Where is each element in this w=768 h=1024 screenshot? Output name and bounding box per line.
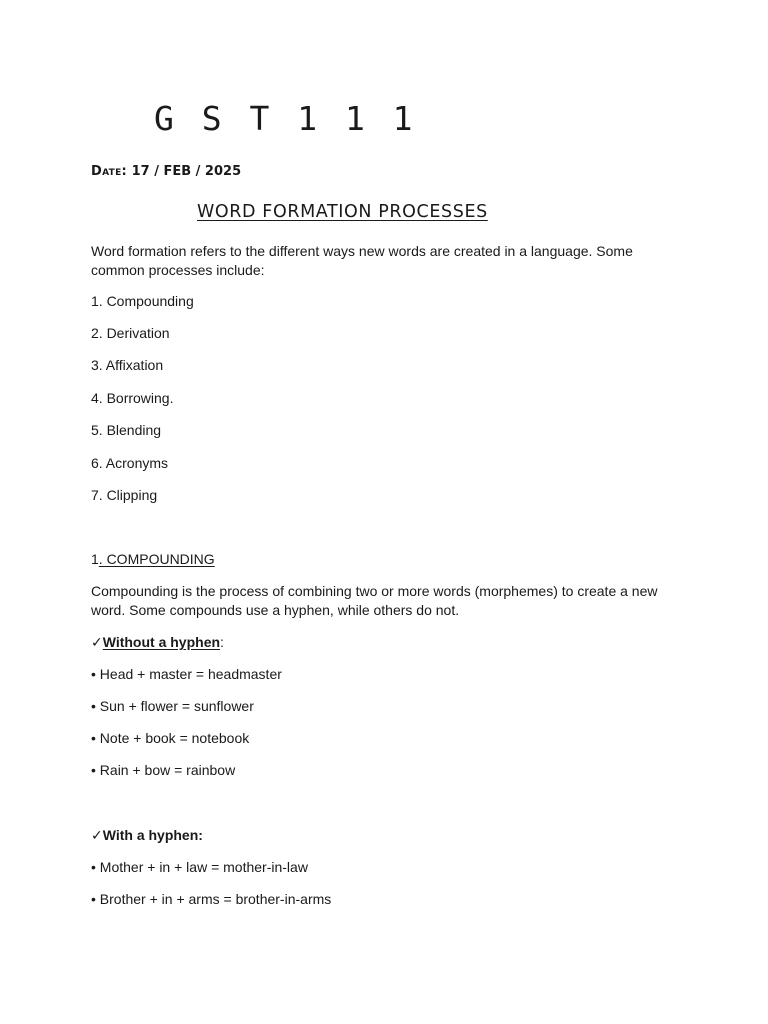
- date-value: 17 / FEB / 2025: [127, 164, 242, 179]
- date-label: Date:: [91, 164, 128, 179]
- example-item: • Note + book = notebook: [91, 730, 250, 746]
- example-item: • Head + master = headmaster: [91, 666, 282, 682]
- intro-line-1: Word formation refers to the different ways new words are created in a language. Some: [91, 243, 633, 259]
- section-heading: WORD FORMATION PROCESSES: [197, 202, 488, 222]
- check-icon: ✓: [91, 634, 103, 650]
- compounding-title: . COMPOUNDING: [98, 551, 215, 567]
- process-item: 1. Compounding: [91, 293, 194, 309]
- check-icon: ✓: [91, 827, 103, 843]
- example-item: • Sun + flower = sunflower: [91, 698, 254, 714]
- compounding-heading: [91, 550, 215, 569]
- process-item: 6. Acronyms: [91, 455, 169, 471]
- example-item: • Mother + in + law = mother-in-law: [91, 859, 308, 875]
- without-hyphen-label: [91, 633, 224, 652]
- process-item: 4. Borrowing.: [91, 390, 174, 406]
- process-item: 5. Blending: [91, 422, 162, 438]
- with-hyphen-text: With a hyphen:: [102, 827, 203, 843]
- compounding-desc-line-2: word. Some compounds use a hyphen, while others do not.: [91, 602, 460, 618]
- process-item: 3. Affixation: [91, 357, 164, 373]
- without-hyphen-text: Without a hyphen: [102, 634, 221, 650]
- example-item: • Brother + in + arms = brother-in-arms: [91, 891, 332, 907]
- example-item: • Rain + bow = rainbow: [91, 762, 236, 778]
- with-hyphen-label: [91, 826, 203, 845]
- intro-line-2: common processes include:: [91, 262, 265, 278]
- compounding-number: 1: [91, 551, 99, 567]
- course-title: G S T 1 1 1: [154, 99, 417, 138]
- compounding-desc-line-1: Compounding is the process of combining two or more words (morphemes) to create a new: [91, 583, 658, 599]
- date-line: [91, 164, 241, 179]
- process-item: 2. Derivation: [91, 325, 170, 341]
- without-hyphen-colon: :: [220, 634, 224, 650]
- process-item: 7. Clipping: [91, 487, 158, 503]
